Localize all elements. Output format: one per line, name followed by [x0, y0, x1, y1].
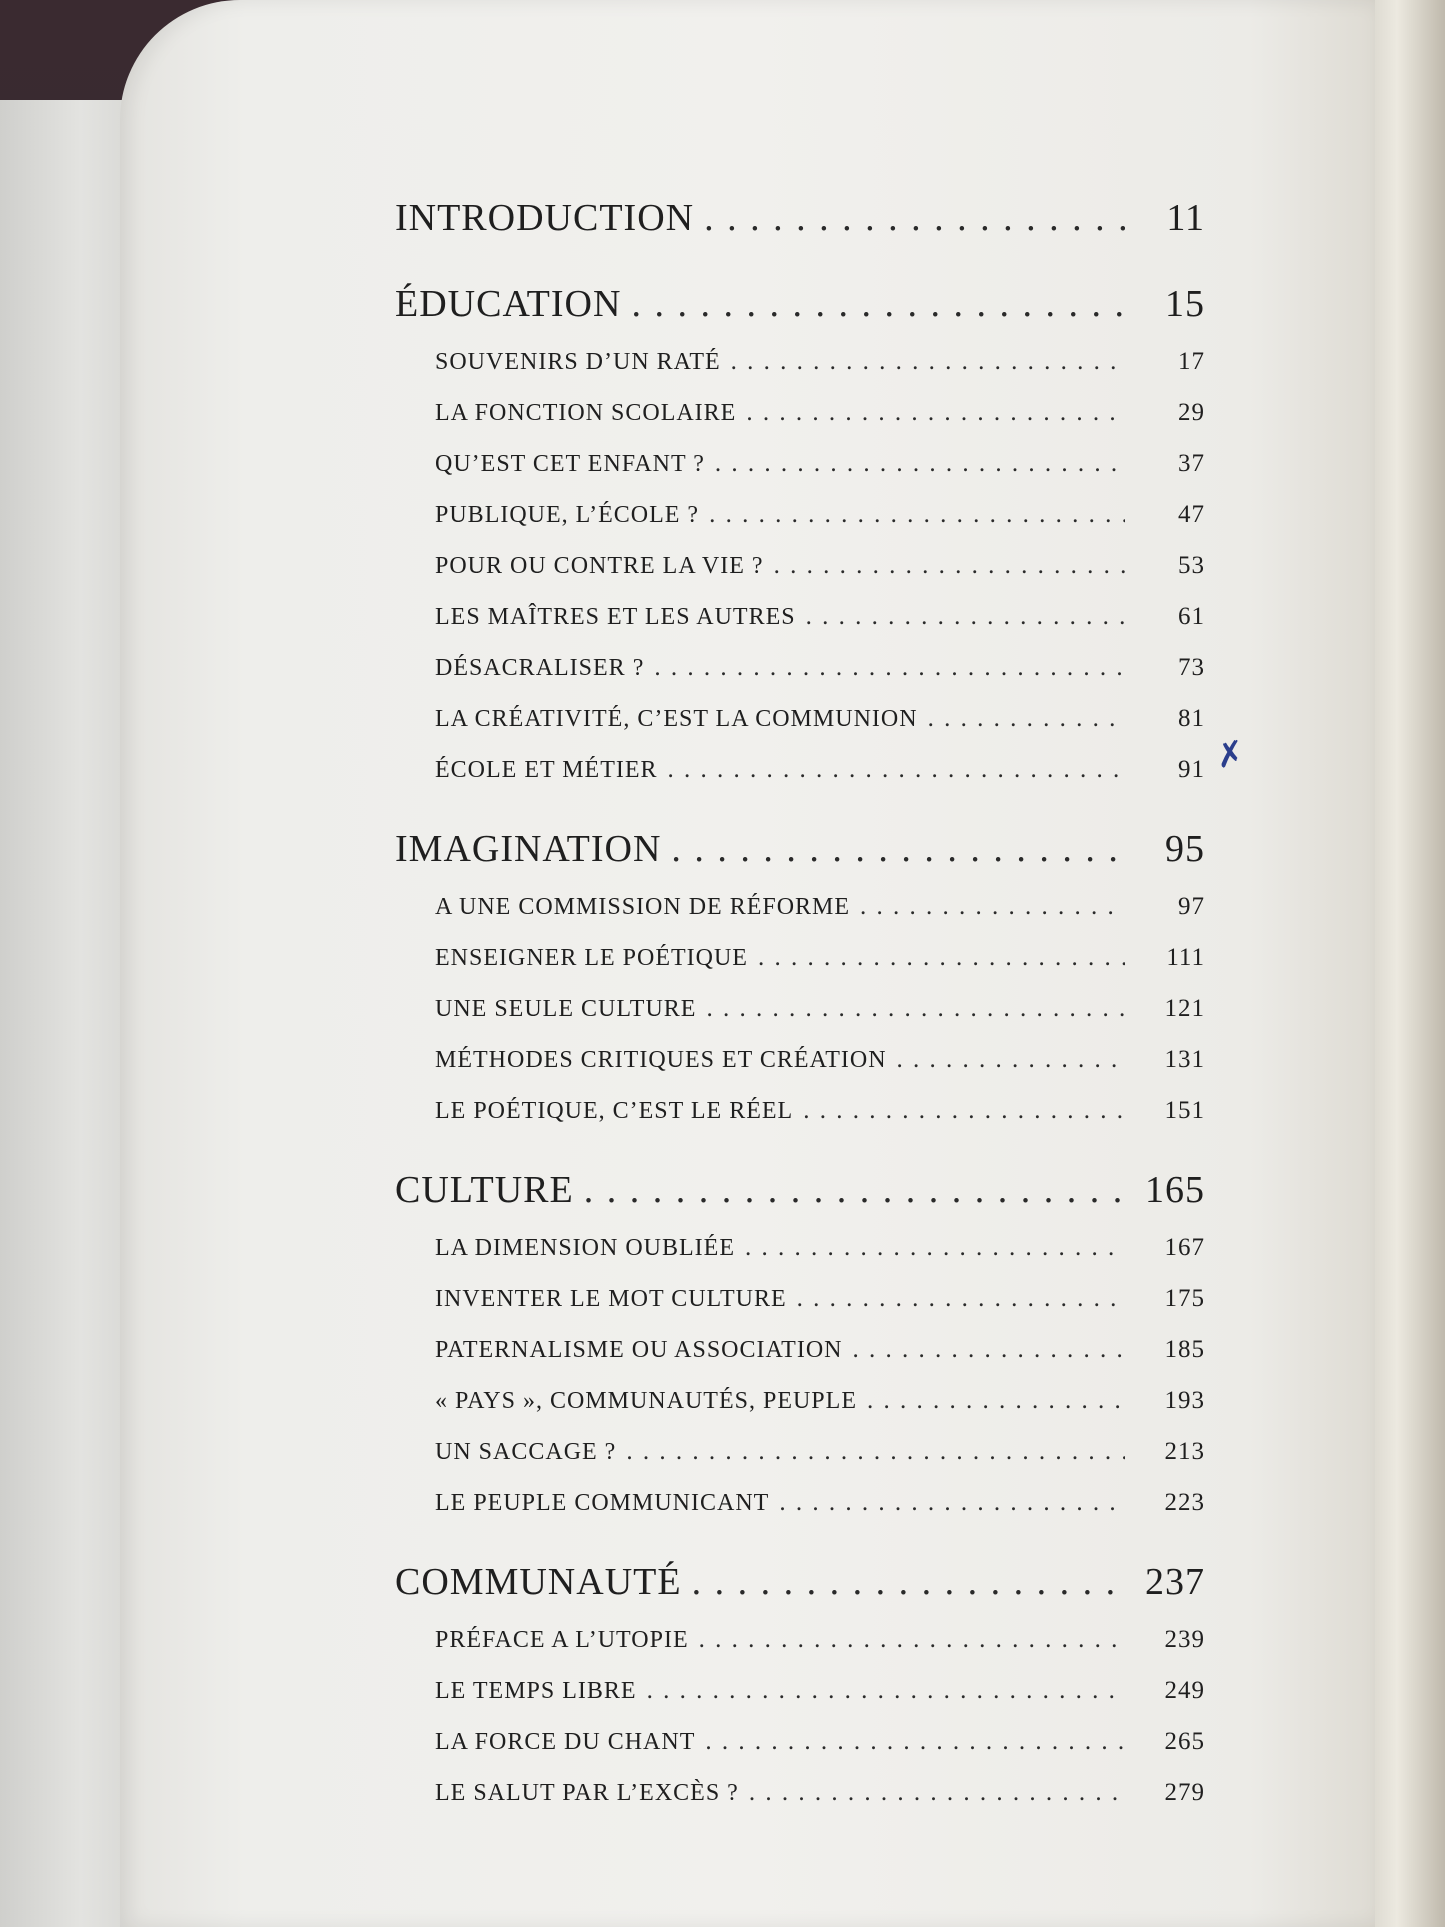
dot-leader — [631, 282, 1125, 326]
toc-page-number: 265 — [1164, 1728, 1205, 1755]
toc-label: LE PEUPLE COMMUNICANT — [435, 1490, 770, 1516]
toc-page-number: 185 — [1164, 1336, 1205, 1363]
toc-label: LA CRÉATIVITÉ, C’EST LA COMMUNION — [435, 706, 918, 732]
dot-leader — [928, 705, 1125, 733]
dot-leader — [897, 1046, 1125, 1074]
toc-entry-row — [395, 501, 1205, 552]
toc-entry-row — [395, 756, 1205, 807]
dot-leader — [749, 1779, 1125, 1807]
book-side-edge — [1365, 0, 1445, 1927]
toc-label: ÉDUCATION — [395, 283, 622, 325]
toc-label: MÉTHODES CRITIQUES ET CRÉATION — [435, 1047, 887, 1073]
toc-page-number: 95 — [1165, 828, 1205, 870]
toc-section-row — [395, 282, 1205, 348]
toc-page-number: 175 — [1164, 1285, 1205, 1312]
dot-leader — [731, 348, 1125, 376]
dot-leader — [860, 893, 1125, 921]
toc-page-number: 47 — [1178, 501, 1205, 528]
toc-entry-row — [395, 944, 1205, 995]
toc-label: ENSEIGNER LE POÉTIQUE — [435, 945, 748, 971]
toc-label: PUBLIQUE, L’ÉCOLE ? — [435, 502, 700, 528]
toc-page-number: 165 — [1145, 1169, 1205, 1211]
toc-page-number: 223 — [1164, 1489, 1205, 1516]
toc-label: « PAYS », COMMUNAUTÉS, PEUPLE — [435, 1388, 857, 1414]
toc-label: POUR OU CONTRE LA VIE ? — [435, 553, 764, 579]
toc-label: LES MAÎTRES ET LES AUTRES — [435, 604, 796, 630]
toc-page-number: 131 — [1164, 1046, 1205, 1073]
toc-page-number: 81 — [1178, 705, 1205, 732]
toc-label: LE TEMPS LIBRE — [435, 1678, 637, 1704]
toc-label: UN SACCAGE ? — [435, 1439, 617, 1465]
dot-leader — [779, 1489, 1125, 1517]
toc-page-number: 91 — [1178, 756, 1205, 783]
dot-leader — [704, 196, 1125, 240]
toc-label: COMMUNAUTÉ — [395, 1561, 682, 1603]
toc-entry-row — [395, 1438, 1205, 1489]
dot-leader — [758, 944, 1125, 972]
toc-entry-row — [395, 1626, 1205, 1677]
toc-page-number: 249 — [1164, 1677, 1205, 1704]
toc-entry-row — [395, 1234, 1205, 1285]
toc-page-number: 239 — [1164, 1626, 1205, 1653]
handwritten-check-mark: ✗ — [1212, 732, 1248, 778]
dot-leader — [867, 1387, 1125, 1415]
toc-label: SOUVENIRS D’UN RATÉ — [435, 349, 721, 375]
dot-leader — [853, 1336, 1126, 1364]
toc-entry-row — [395, 1489, 1205, 1540]
toc-entry-row — [395, 1779, 1205, 1830]
toc-entry-row — [395, 552, 1205, 603]
toc-page-number: 73 — [1178, 654, 1205, 681]
toc-entry-row — [395, 1285, 1205, 1336]
toc-section-row — [395, 196, 1205, 262]
section-gap — [395, 1540, 1205, 1554]
toc-label: QU’EST CET ENFANT ? — [435, 451, 705, 477]
dot-leader — [797, 1285, 1125, 1313]
toc-entry-row — [395, 995, 1205, 1046]
dot-leader — [709, 501, 1125, 529]
toc-page-number: 167 — [1164, 1234, 1205, 1261]
toc-entry-row — [395, 1336, 1205, 1387]
dot-leader — [626, 1438, 1125, 1466]
toc-page-number: 279 — [1164, 1779, 1205, 1806]
left-page-edge — [0, 100, 137, 1927]
toc-label: A UNE COMMISSION DE RÉFORME — [435, 894, 851, 920]
toc-entry-row — [395, 1677, 1205, 1728]
toc-label: DÉSACRALISER ? — [435, 655, 645, 681]
toc-page-number: 11 — [1166, 197, 1205, 239]
toc-entry-row — [395, 450, 1205, 501]
toc-page-number: 61 — [1178, 603, 1205, 630]
toc-label: LA FORCE DU CHANT — [435, 1729, 696, 1755]
toc-label: INVENTER LE MOT CULTURE — [435, 1286, 787, 1312]
toc-label: PATERNALISME OU ASSOCIATION — [435, 1337, 843, 1363]
toc-page-number: 97 — [1178, 893, 1205, 920]
toc-page-number: 37 — [1178, 450, 1205, 477]
section-gap — [395, 262, 1205, 276]
dot-leader — [584, 1168, 1125, 1212]
toc-entry-row — [395, 399, 1205, 450]
section-gap — [395, 1148, 1205, 1162]
toc-page-number: 29 — [1178, 399, 1205, 426]
toc-label: CULTURE — [395, 1169, 574, 1211]
dot-leader — [654, 654, 1125, 682]
toc-label: LE SALUT PAR L’EXCÈS ? — [435, 1780, 739, 1806]
toc-label: LA DIMENSION OUBLIÉE — [435, 1235, 735, 1261]
section-gap — [395, 807, 1205, 821]
toc-entry-row — [395, 705, 1205, 756]
dot-leader — [671, 827, 1125, 871]
dot-leader — [803, 1097, 1125, 1125]
toc-label: INTRODUCTION — [395, 197, 695, 239]
toc-section-row — [395, 827, 1205, 893]
dot-leader — [715, 450, 1125, 478]
toc-page-number: 15 — [1165, 283, 1205, 325]
toc-page-number: 237 — [1145, 1561, 1205, 1603]
dot-leader — [746, 399, 1125, 427]
toc-page-number: 111 — [1166, 944, 1205, 971]
toc-entry-row — [395, 1097, 1205, 1148]
dot-leader — [745, 1234, 1125, 1262]
toc-label: PRÉFACE A L’UTOPIE — [435, 1627, 689, 1653]
toc-page-number: 121 — [1164, 995, 1205, 1022]
toc-label: IMAGINATION — [395, 828, 662, 870]
dot-leader — [806, 603, 1125, 631]
toc-entry-row — [395, 348, 1205, 399]
dot-leader — [705, 1728, 1125, 1756]
toc-label: ÉCOLE ET MÉTIER — [435, 757, 658, 783]
dot-leader — [647, 1677, 1125, 1705]
dot-leader — [699, 1626, 1125, 1654]
toc-entry-row — [395, 893, 1205, 944]
toc-label: LA FONCTION SCOLAIRE — [435, 400, 737, 426]
toc-label: UNE SEULE CULTURE — [435, 996, 697, 1022]
toc-entry-row — [395, 1387, 1205, 1438]
dot-leader — [774, 552, 1125, 580]
dot-leader — [668, 756, 1125, 784]
toc-section-row — [395, 1168, 1205, 1234]
toc-entry-row — [395, 654, 1205, 705]
toc-entry-row — [395, 1728, 1205, 1779]
toc-label: LE POÉTIQUE, C’EST LE RÉEL — [435, 1098, 794, 1124]
toc-page-number: 17 — [1178, 348, 1205, 375]
dot-leader — [692, 1560, 1125, 1604]
toc-page-number: 193 — [1164, 1387, 1205, 1414]
toc-page-number: 213 — [1164, 1438, 1205, 1465]
toc-page-number: 151 — [1164, 1097, 1205, 1124]
toc-page-number: 53 — [1178, 552, 1205, 579]
toc-section-row — [395, 1560, 1205, 1626]
toc-entry-row — [395, 603, 1205, 654]
table-of-contents — [395, 190, 1205, 1830]
dot-leader — [706, 995, 1125, 1023]
toc-entry-row — [395, 1046, 1205, 1097]
